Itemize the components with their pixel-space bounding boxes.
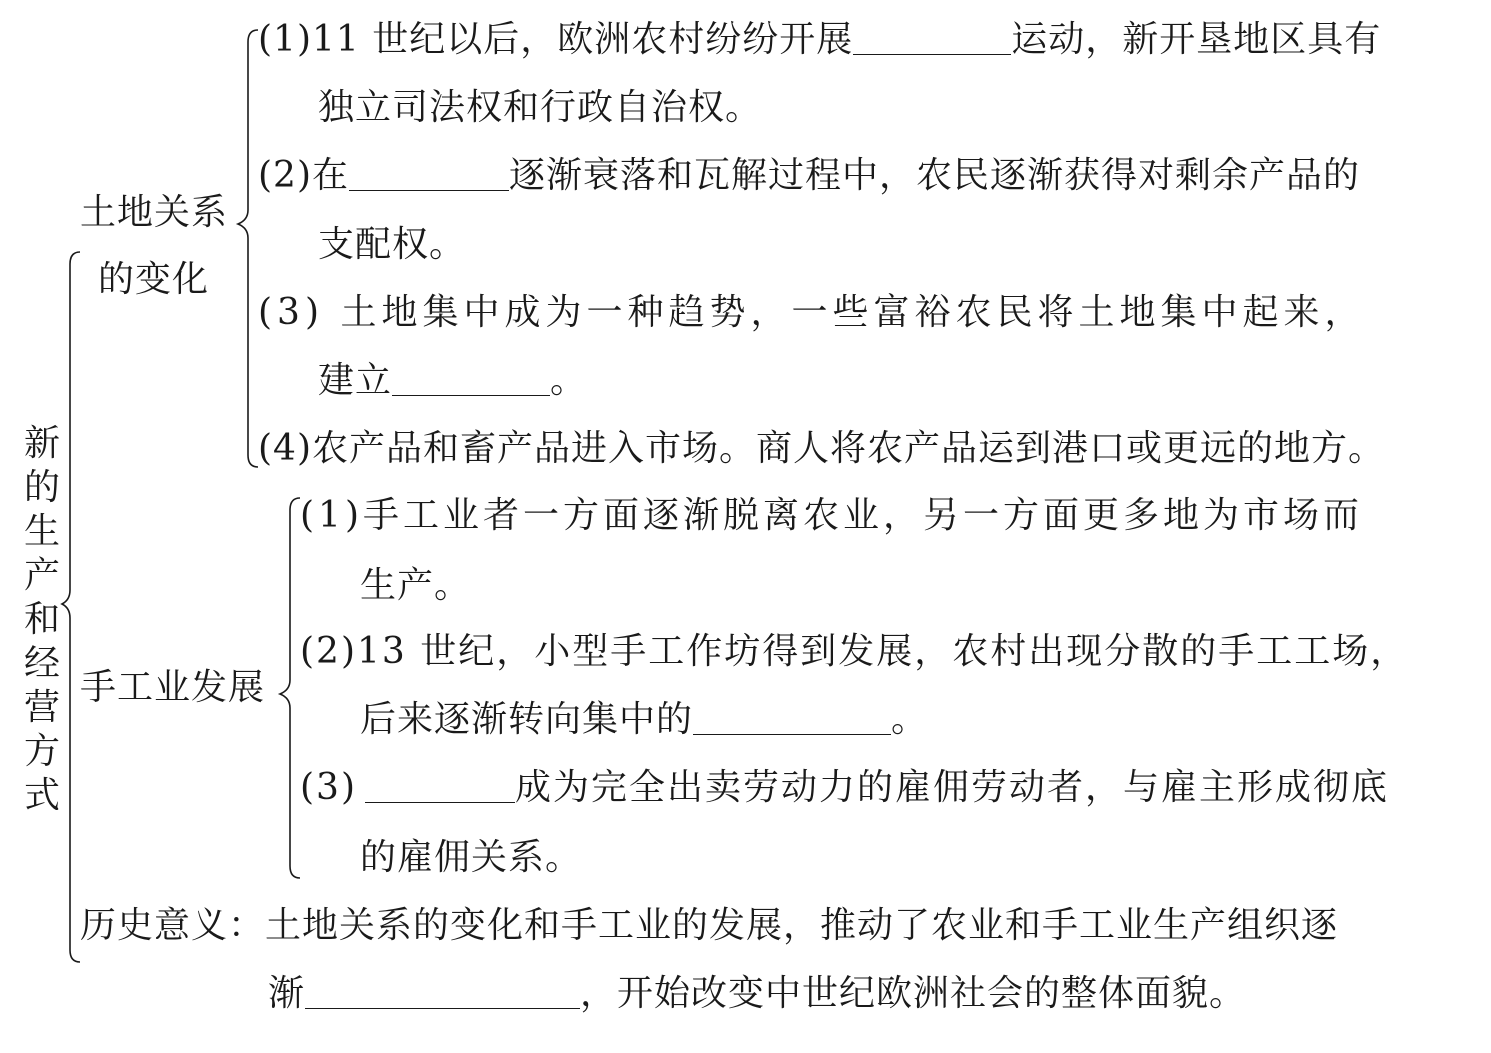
craft-item-2-line2 [360,700,928,740]
answer-blank[interactable] [365,768,515,803]
land-item-1 [258,20,1381,60]
main-title-char: 方 [23,731,60,772]
land-brace [238,30,258,467]
craft-item-1-line2: 生产。 [360,565,472,606]
land-item-2-text: (2)在 [258,155,349,196]
craft-item-3-text: (3) [300,767,357,808]
significance-line1: 土地关系的变化和手工业的发展，推动了农业和手工业生产组织逐 [265,905,1339,946]
land-item-3: (3) 土地集中成为一种趋势，一些富裕农民将土地集中起来， [258,292,1366,333]
main-title-char: 生 [23,511,60,552]
significance-line2 [268,974,1246,1014]
answer-blank[interactable] [693,700,891,735]
significance-label: 历史意义： [80,905,266,946]
main-title-char: 经 [23,643,60,684]
main-title-char: 新 [23,423,60,464]
answer-blank[interactable] [853,20,1011,55]
land-item-1-text: (1)11 世纪以后，欧洲农村纷纷开展 [258,19,854,60]
answer-blank[interactable] [392,361,550,396]
land-item-4: (4)农产品和畜产品进入市场。商人将农产品运到港口或更远的地方。 [258,428,1385,469]
significance-line2-start: 渐 [268,973,306,1014]
land-label-line2: 的变化 [98,259,210,300]
craft-brace [280,498,300,878]
land-item-3-text: 建立 [318,360,393,401]
answer-blank[interactable] [305,974,580,1009]
land-item-2 [258,156,1360,196]
main-title [22,422,62,818]
significance [80,906,1338,946]
main-title-char: 的 [23,467,60,508]
main-title-char: 和 [23,599,60,640]
craft-item-2-text: 后来逐渐转向集中的 [360,699,694,740]
main-title-char: 产 [23,555,60,596]
craft-item-3-text-cont: 成为完全出卖劳动力的雇佣劳动者，与雇主形成彻底 [515,767,1390,808]
land-item-3-line2 [318,361,587,401]
craft-item-2-end: 。 [891,699,929,740]
craft-item-3-line2: 的雇佣关系。 [360,837,583,878]
main-brace [62,252,80,962]
craft-item-2: (2)13 世纪，小型手工作坊得到发展，农村出现分散的手工工场， [300,631,1409,672]
land-item-1-line2: 独立司法权和行政自治权。 [318,87,763,128]
land-label-line1: 土地关系 [80,192,229,233]
significance-line2-end: ，开始改变中世纪欧洲社会的整体面貌。 [580,973,1247,1014]
main-title-char: 营 [23,687,60,728]
main-title-char: 式 [23,775,60,816]
land-item-3-end: 。 [550,360,588,401]
craft-item-3 [300,768,1389,808]
answer-blank[interactable] [349,156,509,191]
land-item-2-line2: 支配权。 [318,224,467,265]
land-item-2-text-cont: 逐渐衰落和瓦解过程中，农民逐渐获得对剩余产品的 [509,155,1361,196]
craft-item-1: (1)手工业者一方面逐渐脱离农业，另一方面更多地为市场而 [300,495,1363,536]
craft-label: 手工业发展 [80,667,266,708]
land-item-1-text-cont: 运动，新开垦地区具有 [1011,19,1382,60]
